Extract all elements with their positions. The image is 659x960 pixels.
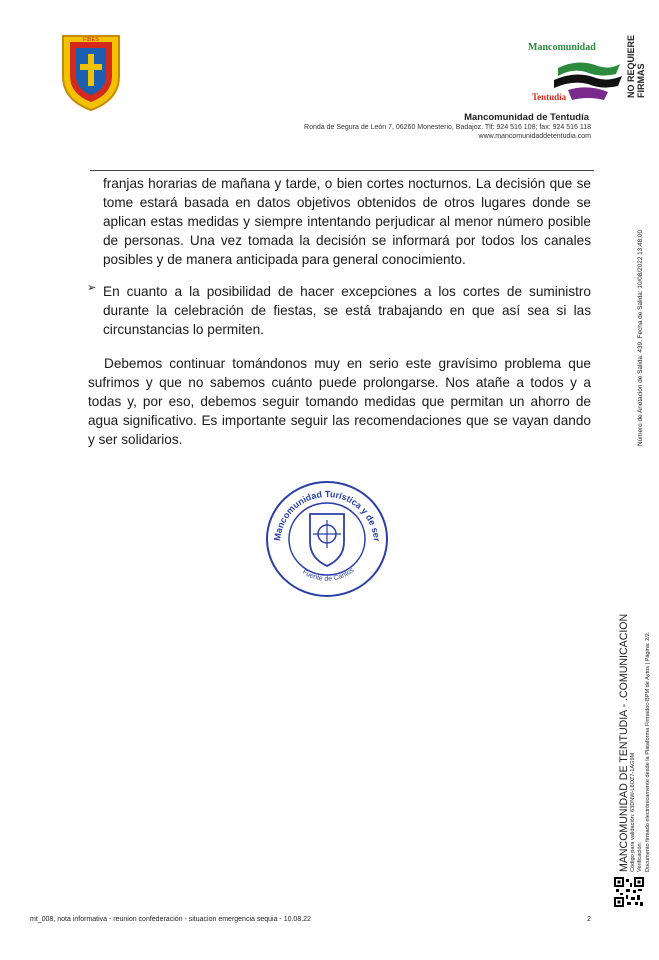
verification-code-text: Código para validación: 63DNW-L6OZ7-1AG9M	[630, 752, 636, 872]
crest-label: FIBES	[83, 37, 99, 43]
no-signatures-note	[622, 22, 646, 100]
header-divider	[90, 170, 594, 171]
mancomunidad-logo	[528, 40, 628, 108]
verification-label: Verificación:	[637, 841, 643, 872]
electronic-signature-note: Documento firmado electrónicamente desde la Plataforma Firmadoc-BPM de Aytos | Página: 2/2.	[645, 631, 651, 872]
logo-bottom-text: Tentudía	[532, 92, 567, 102]
bullet-arrow-icon: ➢	[87, 282, 97, 294]
organization-website: www.mancomunidaddetentudia.com	[478, 133, 591, 140]
organization-address: Ronda de Segura de León 7, 06260 Monesterio, Badajoz. Tlf: 924 516 108; fax: 924 516 118	[304, 124, 591, 131]
paragraph-schedules: franjas horarias de mañana y tarde, o bien cortes nocturnos. La decisión que se tome estará basada en datos objetivos obtenidos de otros lugares donde se aplican estas medidas y siempre intentando perjudicar al menor número posible de personas. Una vez tomada la decisión se informará por todos los canales posibles y de manera anticipada para general conocimiento.	[103, 176, 591, 267]
no-signatures-text: NO REQUIERE FIRMAS	[626, 34, 646, 98]
footer-document-reference: mt_008, nota informativa - reunion confederación - situacion emergencia sequia - 10.08.22	[30, 916, 311, 923]
official-seal-stamp	[262, 478, 392, 600]
seal-bottom-text: Fuente de Cantos	[301, 566, 356, 583]
registry-stamp: Número de Anotación de Salida: 439, Fecha de Salida: 10/08/2022 13:48:00	[637, 229, 644, 446]
municipal-crest-icon	[60, 32, 122, 112]
verification-code	[630, 753, 636, 872]
paragraph-exceptions: En cuanto a la posibilidad de hacer excepciones a los cortes de suministro durante la celebración de fiestas, se está trabajando en que así sea si las circunstancias lo permiten.	[103, 284, 591, 337]
organization-name: Mancomunidad de Tentudía	[464, 112, 589, 123]
footer-page-number: 2	[587, 916, 591, 923]
qr-code-icon	[614, 877, 644, 907]
issuer-stamp: MANCOMUNIDAD DE TENTUDIA - .COMUNICACION	[618, 613, 630, 872]
paragraph-conclusion: Debemos continuar tomándonos muy en serio este gravísimo problema que sufrimos y que no sabemos cuánto puede prolongarse. Nos atañe a todos y a todas y, por eso, debemos seguir tomando medidas que permitan un ahorro de agua significativo. Es importante seguir las recomendaciones que se vayan dando y ser solidarios.	[88, 356, 591, 447]
logo-top-text: Mancomunidad	[528, 42, 596, 53]
seal-ring-text: Mancomunidad Turística y de ser	[272, 488, 382, 542]
